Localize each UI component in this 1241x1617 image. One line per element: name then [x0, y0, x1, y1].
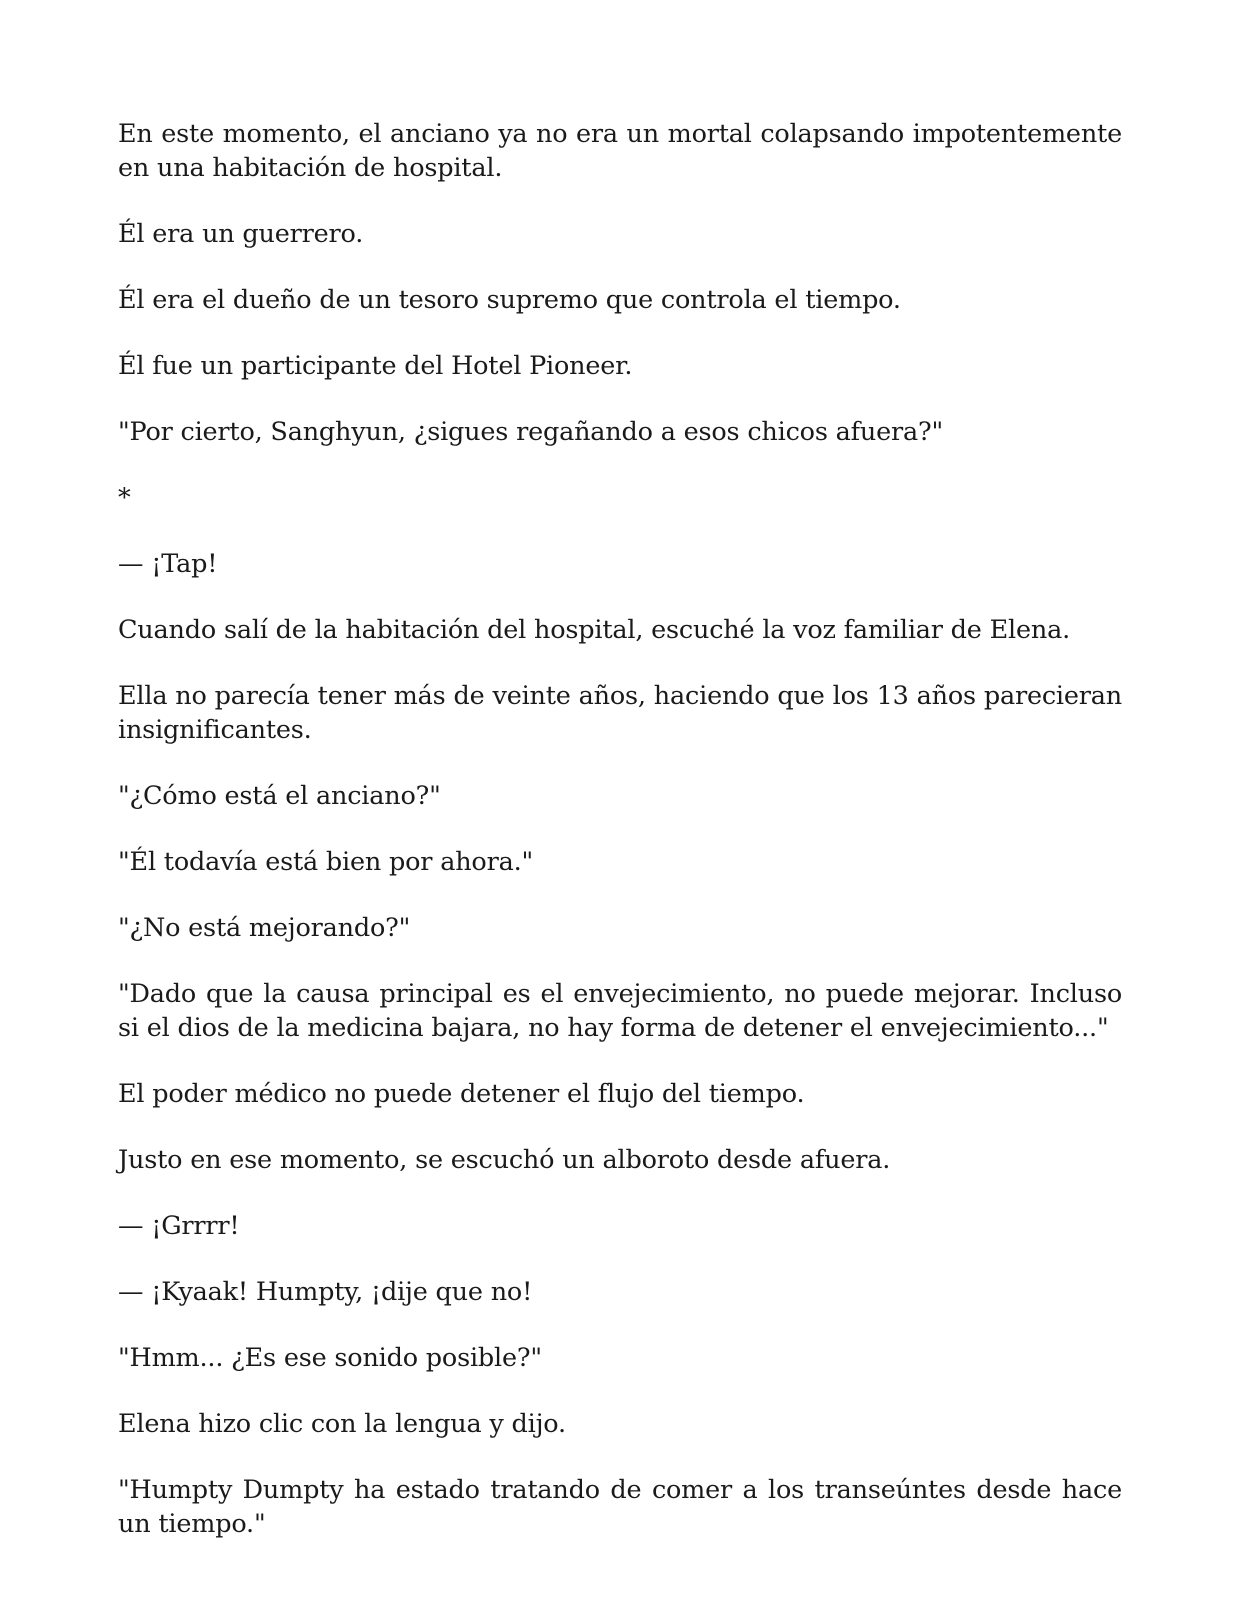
paragraph: "Hmm... ¿Es ese sonido posible?"	[118, 1343, 542, 1373]
paragraph: "¿Cómo está el anciano?"	[118, 781, 441, 811]
paragraph: Ella no parecía tener más de veinte años, haciendo que los 13 años parecieran insignificantes.	[118, 681, 1122, 745]
paragraph: Elena hizo clic con la lengua y dijo.	[118, 1409, 566, 1439]
scene-break: *	[118, 483, 131, 513]
paragraph: Cuando salí de la habitación del hospital, escuché la voz familiar de Elena.	[118, 615, 1070, 645]
paragraph: "Humpty Dumpty ha estado tratando de comer a los transeúntes desde hace un tiempo."	[118, 1475, 1122, 1539]
paragraph: Él era un guerrero.	[118, 219, 364, 249]
paragraph: — ¡Grrrr!	[118, 1211, 240, 1241]
paragraph: "Él todavía está bien por ahora."	[118, 847, 534, 877]
paragraph: Justo en ese momento, se escuchó un alboroto desde afuera.	[118, 1145, 891, 1175]
paragraph: "¿No está mejorando?"	[118, 913, 411, 943]
paragraph: En este momento, el anciano ya no era un mortal colapsando impotentemente en una habitación de hospital.	[118, 119, 1122, 183]
document-body	[118, 117, 1122, 1573]
paragraph: El poder médico no puede detener el flujo del tiempo.	[118, 1079, 805, 1109]
paragraph: — ¡Kyaak! Humpty, ¡dije que no!	[118, 1277, 533, 1307]
paragraph: — ¡Tap!	[118, 549, 218, 579]
paragraph: Él fue un participante del Hotel Pioneer.	[118, 351, 633, 381]
paragraph: Él era el dueño de un tesoro supremo que controla el tiempo.	[118, 285, 901, 315]
paragraph: "Dado que la causa principal es el envejecimiento, no puede mejorar. Incluso si el dios de la medicina bajara, no hay forma de detener el envejecimiento..."	[118, 979, 1122, 1043]
paragraph: "Por cierto, Sanghyun, ¿sigues regañando a esos chicos afuera?"	[118, 417, 943, 447]
